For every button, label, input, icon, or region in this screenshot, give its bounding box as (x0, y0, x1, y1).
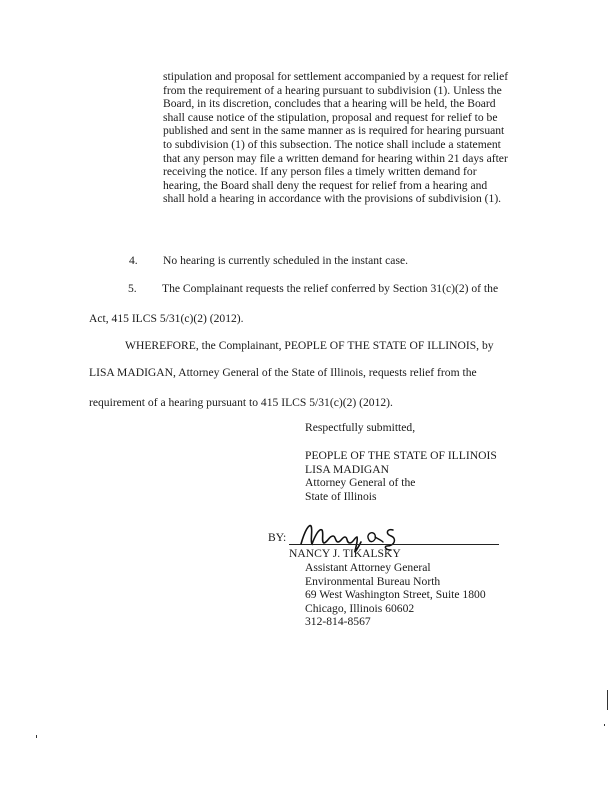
signer-title: Assistant Attorney General (305, 561, 431, 574)
phone-number: 312-814-8567 (305, 615, 371, 629)
signer-block (289, 547, 401, 561)
ag-title: Attorney General of the (305, 476, 416, 490)
item-4-number: 4. (129, 254, 138, 267)
statute-quote (163, 70, 527, 206)
quote-line: shall cause notice of the stipulation, proposal and request for relief to be (163, 110, 498, 124)
signer-name: NANCY J. TIKALSKY (289, 547, 401, 560)
party-block (305, 449, 497, 503)
quote-line: published and sent in the same manner as is required for hearing pursuant (163, 124, 505, 138)
quote-line: stipulation and proposal for settlement accompanied by a request for relief (163, 70, 509, 83)
scan-edge-mark (36, 735, 37, 738)
signer-details (305, 561, 486, 629)
wherefore-line-3: requirement of a hearing pursuant to 415 ILCS 5/31(c)(2) (2012). (89, 396, 393, 409)
closing-text: Respectfully submitted, (305, 421, 416, 434)
item-5-line-2: Act, 415 ILCS 5/31(c)(2) (2012). (89, 312, 244, 325)
quote-line: that any person may file a written demand for hearing within 21 days after (163, 151, 508, 165)
quote-line: hearing, the Board shall deny the request for relief from a hearing and (163, 178, 488, 192)
item-5-line-1: The Complainant requests the relief conferred by Section 31(c)(2) of the (162, 282, 499, 295)
scan-edge-mark (607, 690, 608, 710)
by-label: BY: (268, 531, 287, 544)
city-address: Chicago, Illinois 60602 (305, 601, 415, 615)
street-address: 69 West Washington Street, Suite 1800 (305, 588, 486, 602)
wherefore-line-1: WHEREFORE, the Complainant, PEOPLE OF THE STATE OF ILLINOIS, by (125, 339, 494, 352)
item-5-number: 5. (128, 282, 137, 295)
party-name: PEOPLE OF THE STATE OF ILLINOIS (305, 449, 497, 462)
bureau-name: Environmental Bureau North (305, 574, 441, 588)
quote-line: shall hold a hearing in accordance with the provisions of subdivision (1). (163, 192, 502, 206)
signature-line (289, 544, 499, 545)
quote-line: to subdivision (1) of this subsection. The notice shall include a statement (163, 137, 501, 151)
quote-line: from the requirement of a hearing pursuant to subdivision (1). Unless the (163, 83, 502, 97)
ag-name: LISA MADIGAN (305, 462, 390, 476)
wherefore-line-2: LISA MADIGAN, Attorney General of the State of Illinois, requests relief from the (89, 366, 477, 379)
quote-line: Board, in its discretion, concludes that a hearing will be held, the Board (163, 97, 496, 111)
scan-edge-mark (604, 724, 605, 726)
ag-state: State of Illinois (305, 489, 377, 503)
item-4-text: No hearing is currently scheduled in the instant case. (163, 254, 409, 267)
quote-line: receiving the notice. If any person files a timely written demand for (163, 165, 477, 179)
